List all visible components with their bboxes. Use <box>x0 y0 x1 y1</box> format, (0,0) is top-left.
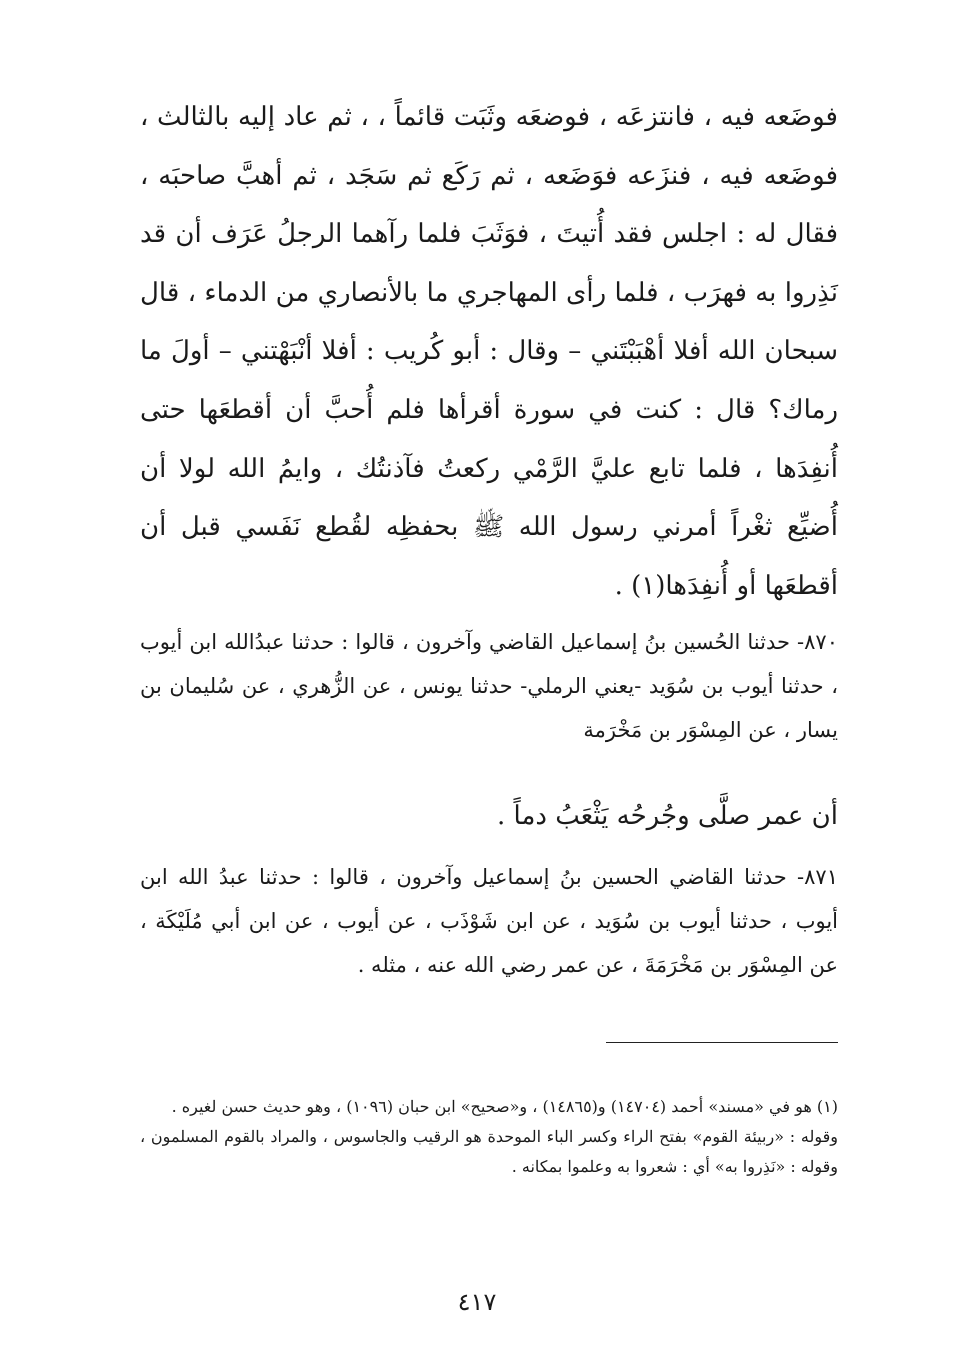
footnotes <box>140 1092 838 1182</box>
footnote-2: وقوله : «ربيئة القوم» بفتح الراء وكسر الباء الموحدة هو الرقيب والجاسوس ، والمراد بالقوم المسلمون ، وقوله : «نَذِروا به» أي : شعروا به وعلموا بمكانه . <box>140 1127 838 1176</box>
page-number: ٤١٧ <box>457 1288 497 1316</box>
hadith-870 <box>140 620 838 752</box>
hadith-870-matn: أن عمر صلَّى وجُرحُه يَثْعَبُ دماً . <box>497 801 838 831</box>
hadith-871 <box>140 855 838 987</box>
main-narrative <box>140 88 838 615</box>
hadith-870-isnad: ٨٧٠- حدثنا الحُسين بنُ إسماعيل القاضي وآخرون ، قالوا : حدثنا عبدُالله ابن أيوب ، حدثنا أيوب بن سُوَيد -يعني الرملي- حدثنا يونس ، عن الزُّهري ، عن سُليمان بن يسار ، عن المِسْوَر بن مَخْرَمة <box>140 630 838 742</box>
footnote-divider <box>606 1042 838 1043</box>
main-paragraph: فوضَعه فيه ، فانتزعَه ، فوضعَه وثَبَت قائماً ، ، ثم عاد إليه بالثالث ، فوضَعه فيه ، فنزَعه فوَضَعه ، ثم رَكَع ثم سَجَد ، ثم أهبَّ صاحبَه ، فقال له : اجلس فقد أُتيتَ ، فوَثَبَ فلما رآهما الرجلُ عَرَف أن قد نَذِروا به فهرَب ، فلما رأى المهاجري ما بالأنصاري من الدماء ، قال سبحان الله أفلا أهْبَبْتَني – وقال : أبو كُريب : أفلا أنْبَهْتني – أولَ ما رماك؟ قال : كنت في سورة أقرأها فلم أُحبَّ أن أقطعَها حتى أُنفِدَها ، فلما تابع عليَّ الرَّمْي ركعتُ فآذنتُك ، وايمُ الله لولا أن أُضيِّع ثغْراً أمرني رسول الله ﷺ بحفظِه لقُطع نَفَسي قبل أن أقطعَها أو أُنفِدَها(١) . <box>140 102 838 601</box>
hadith-871-text: ٨٧١- حدثنا القاضي الحسين بنُ إسماعيل وآخرون ، قالوا : حدثنا عبدُ الله ابن أيوب ، حدثنا أيوب بن سُوَيد ، عن ابن شَوْذَب ، عن أيوب ، عن ابن أبي مُلَيْكَة ، عن المِسْوَر بن مَخْرَمَةَ ، عن عمر رضي الله عنه ، مثله . <box>140 865 838 977</box>
footnote-1: (١) هو في «مسند» أحمد (١٤٧٠٤) و(١٤٨٦٥) ، و«صحيح» ابن حبان (١٠٩٦) ، وهو حديث حسن لغيره . <box>171 1097 838 1116</box>
